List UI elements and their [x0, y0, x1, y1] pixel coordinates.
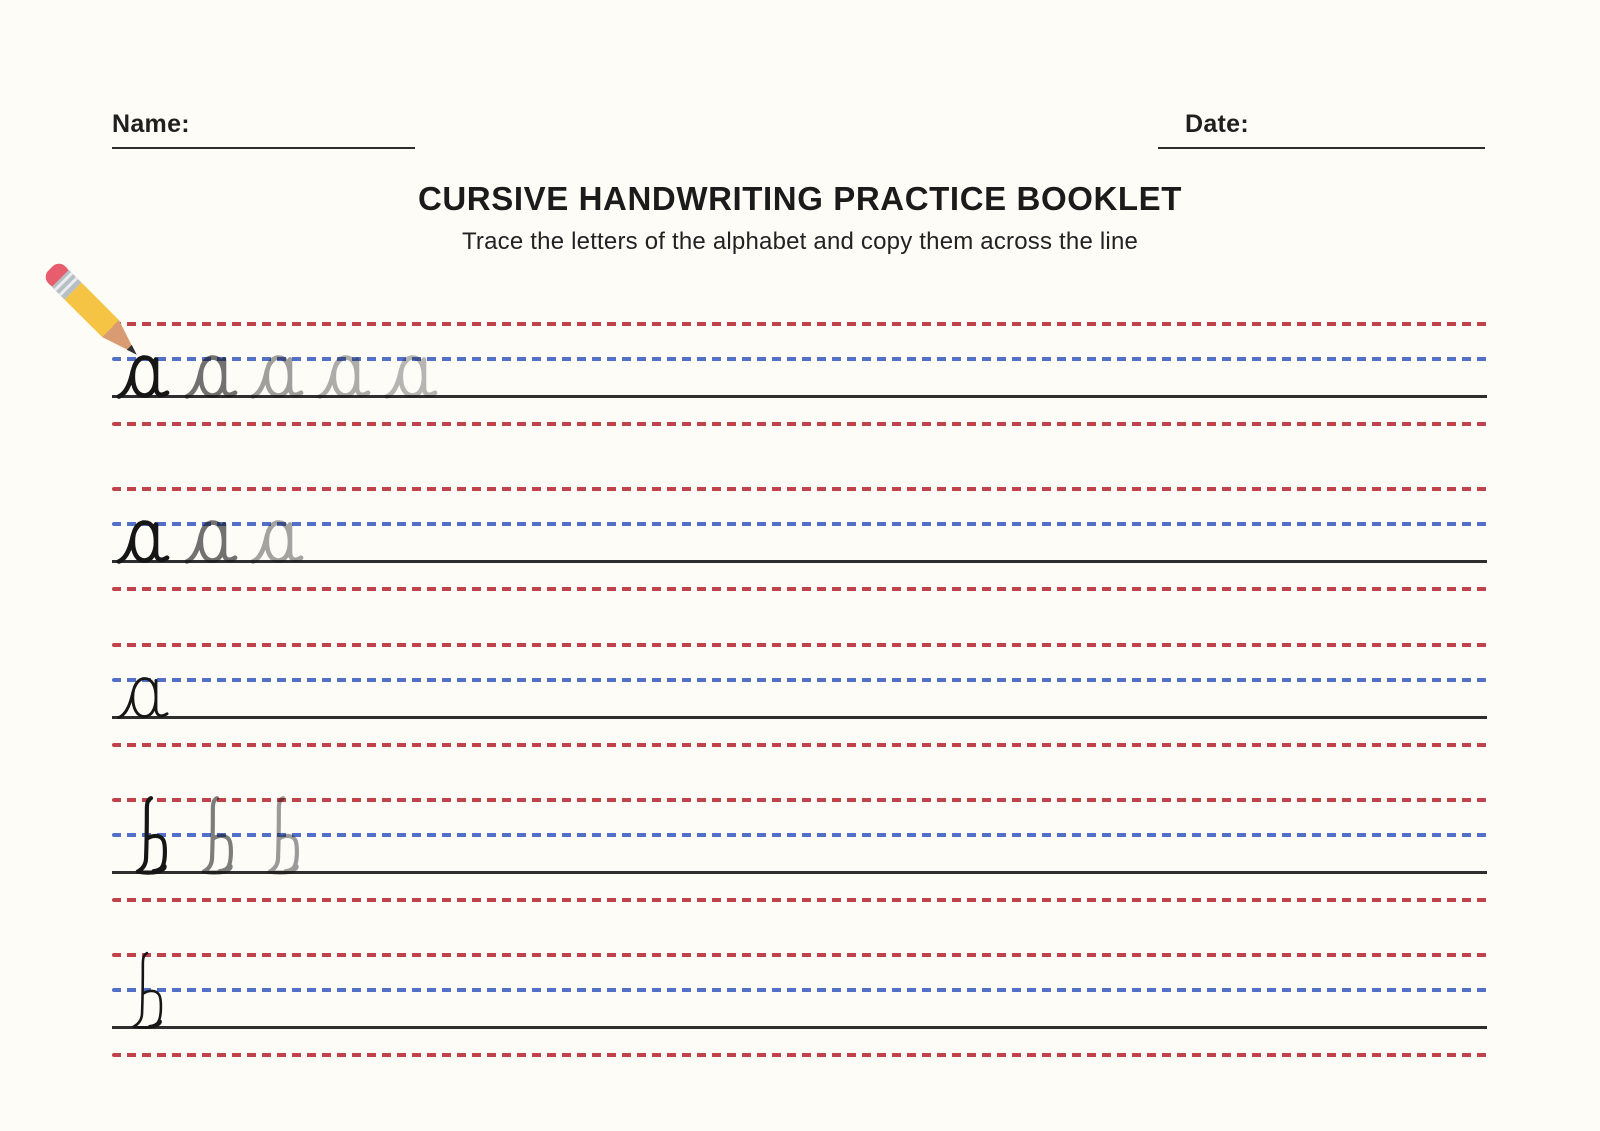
practice-row-5 — [112, 953, 1487, 1057]
midline — [112, 988, 1487, 992]
letter-b-glyph — [196, 794, 243, 877]
ascender-line — [112, 798, 1487, 802]
letter-a-glyph — [116, 673, 170, 723]
ascender-line — [112, 322, 1487, 326]
descender-line — [112, 422, 1487, 426]
ascender-line — [112, 953, 1487, 957]
date-blank-line — [1158, 147, 1485, 149]
letter-a-glyph — [184, 517, 238, 567]
name-label: Name: — [112, 110, 190, 138]
page-subtitle: Trace the letters of the alphabet and copy them across the line — [461, 228, 1139, 255]
descender-line — [112, 743, 1487, 747]
letter-b-glyph — [130, 794, 177, 877]
midline — [112, 678, 1487, 682]
descender-line — [112, 898, 1487, 902]
ascender-line — [112, 643, 1487, 647]
letter-b-glyph — [126, 949, 173, 1032]
pencil-icon — [35, 253, 155, 373]
descender-line — [112, 1053, 1487, 1057]
name-blank-line — [112, 147, 415, 149]
letter-a-glyph — [116, 517, 170, 567]
letter-a-glyph — [250, 517, 304, 567]
practice-row-2 — [112, 487, 1487, 591]
page-title: CURSIVE HANDWRITING PRACTICE BOOKLET — [417, 180, 1183, 217]
letter-a-glyph — [184, 352, 238, 402]
midline — [112, 522, 1487, 526]
baseline — [112, 716, 1487, 719]
practice-row-4 — [112, 798, 1487, 902]
baseline — [112, 871, 1487, 874]
ascender-line — [112, 487, 1487, 491]
baseline — [112, 560, 1487, 563]
baseline — [112, 1026, 1487, 1029]
practice-row-1 — [112, 322, 1487, 426]
letter-a-glyph — [317, 352, 371, 402]
descender-line — [112, 587, 1487, 591]
practice-row-3 — [112, 643, 1487, 747]
letter-a-glyph — [250, 352, 304, 402]
letter-a-glyph — [384, 352, 438, 402]
pencil-icon-graphic — [35, 253, 155, 373]
date-label: Date: — [1185, 110, 1250, 138]
midline — [112, 833, 1487, 837]
letter-b-glyph — [262, 794, 309, 877]
